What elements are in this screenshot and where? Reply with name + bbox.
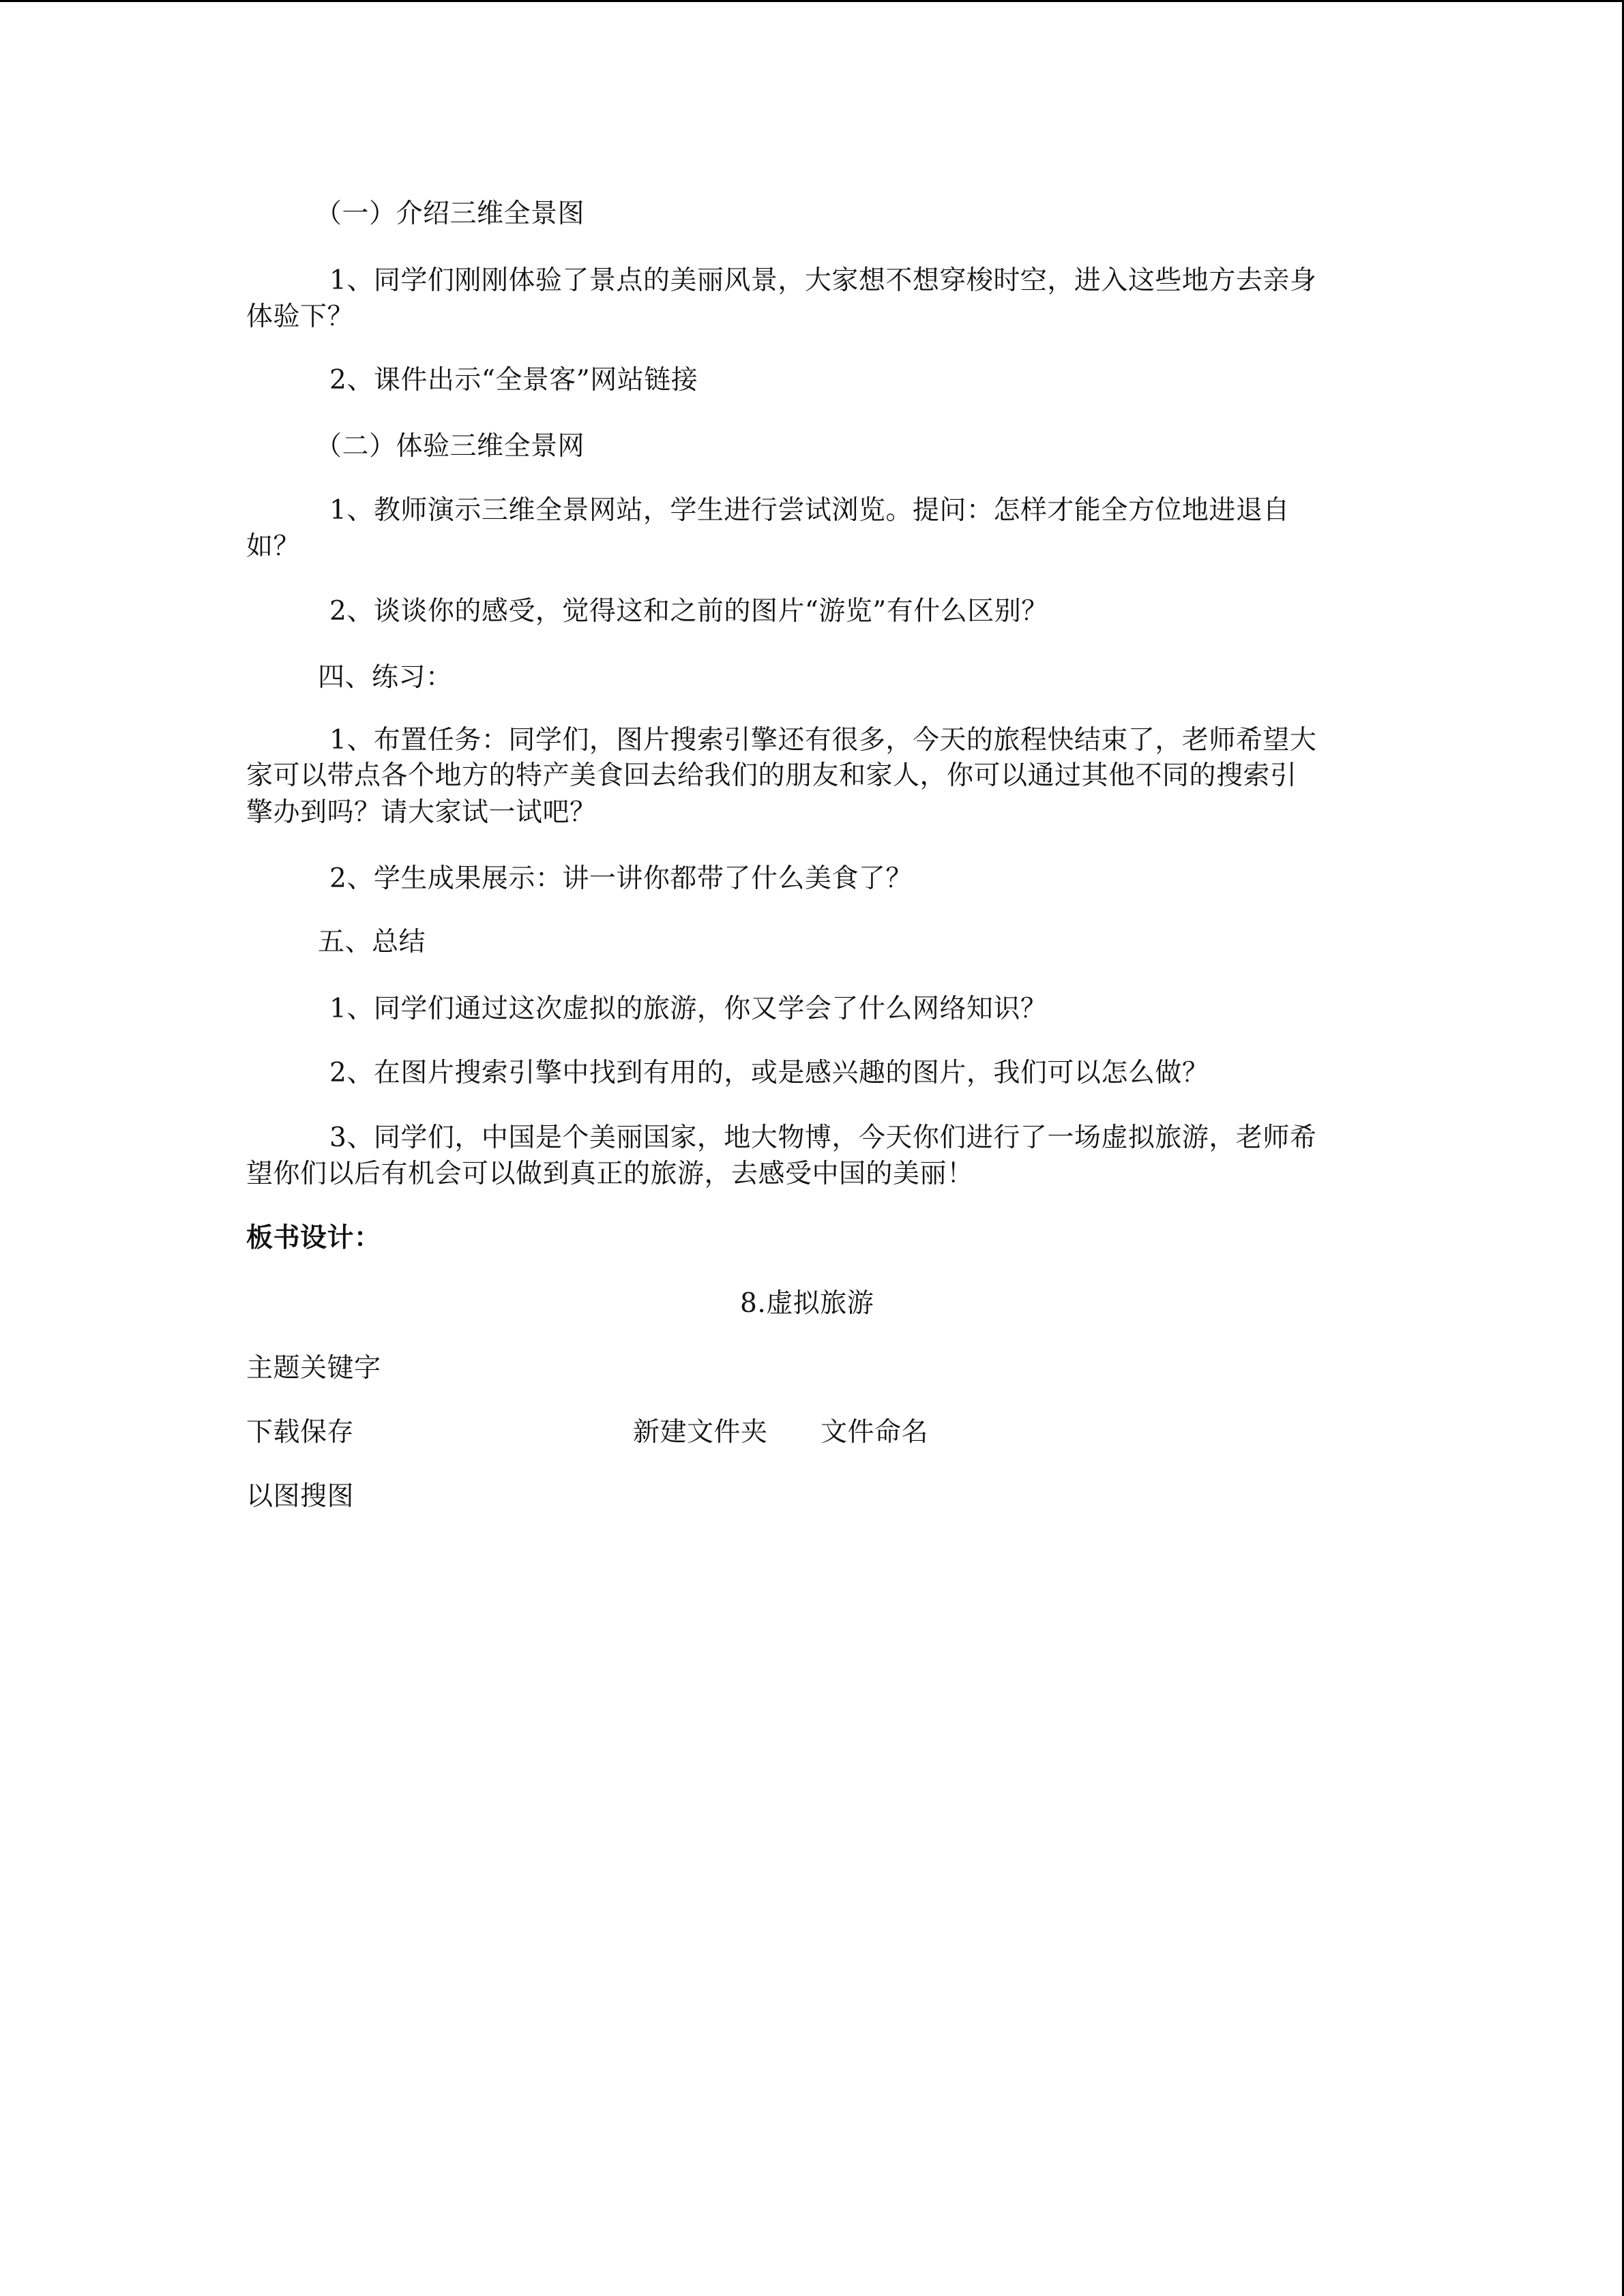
summary-heading: 五、总结 [318,927,426,957]
summary-item1: 1、同学们通过这次虚拟的旅游，你又学会了什么网络知识？ [329,994,1048,1024]
page-top-border [0,0,1624,2]
summary-item3-line1: 3、同学们，中国是个美丽国家，地大物博，今天你们进行了一场虚拟旅游，老师希 [329,1122,1317,1153]
intro-item1-line2: 体验下？ [246,301,355,332]
board-keyword: 主题关键字 [246,1353,381,1384]
experience-item1-line1: 1、教师演示三维全景网站，学生进行尝试浏览。提问：怎样才能全方位地进退自 [329,495,1290,526]
board-download: 下载保存 [246,1417,355,1448]
summary-item2: 2、在图片搜索引擎中找到有用的，或是感兴趣的图片，我们可以怎么做？ [329,1058,1209,1088]
board-file-name: 文件命名 [821,1417,929,1448]
intro-item1-line1: 1、同学们刚刚体验了景点的美丽风景，大家想不想穿梭时空，进入这些地方去亲身 [329,265,1317,296]
practice-item1-line3: 擎办到吗？请大家试一试吧？ [246,797,597,828]
experience-heading: （二）体验三维全景网 [315,431,585,462]
intro-panorama-heading: （一）介绍三维全景图 [315,198,585,229]
practice-item2: 2、学生成果展示：讲一讲你都带了什么美食了？ [329,863,913,894]
board-search-by-image: 以图搜图 [246,1481,355,1512]
experience-item1-line2: 如？ [246,531,301,562]
summary-item3-line2: 望你们以后有机会可以做到真正的旅游，去感受中国的美丽！ [246,1159,974,1189]
practice-heading: 四、练习： [318,662,453,693]
board-new-folder: 新建文件夹 [633,1417,768,1448]
intro-item2: 2、课件出示“全景客”网站链接 [329,365,698,396]
practice-item1-line2: 家可以带点各个地方的特产美食回去给我们的朋友和家人，你可以通过其他不同的搜索引 [246,760,1297,791]
board-title: 8.虚拟旅游 [740,1288,874,1319]
experience-item2: 2、谈谈你的感受，觉得这和之前的图片“游览”有什么区别？ [329,596,1048,627]
board-design-heading: 板书设计： [246,1223,381,1253]
practice-item1-line1: 1、布置任务：同学们，图片搜索引擎还有很多，今天的旅程快结束了，老师希望大 [329,725,1317,756]
